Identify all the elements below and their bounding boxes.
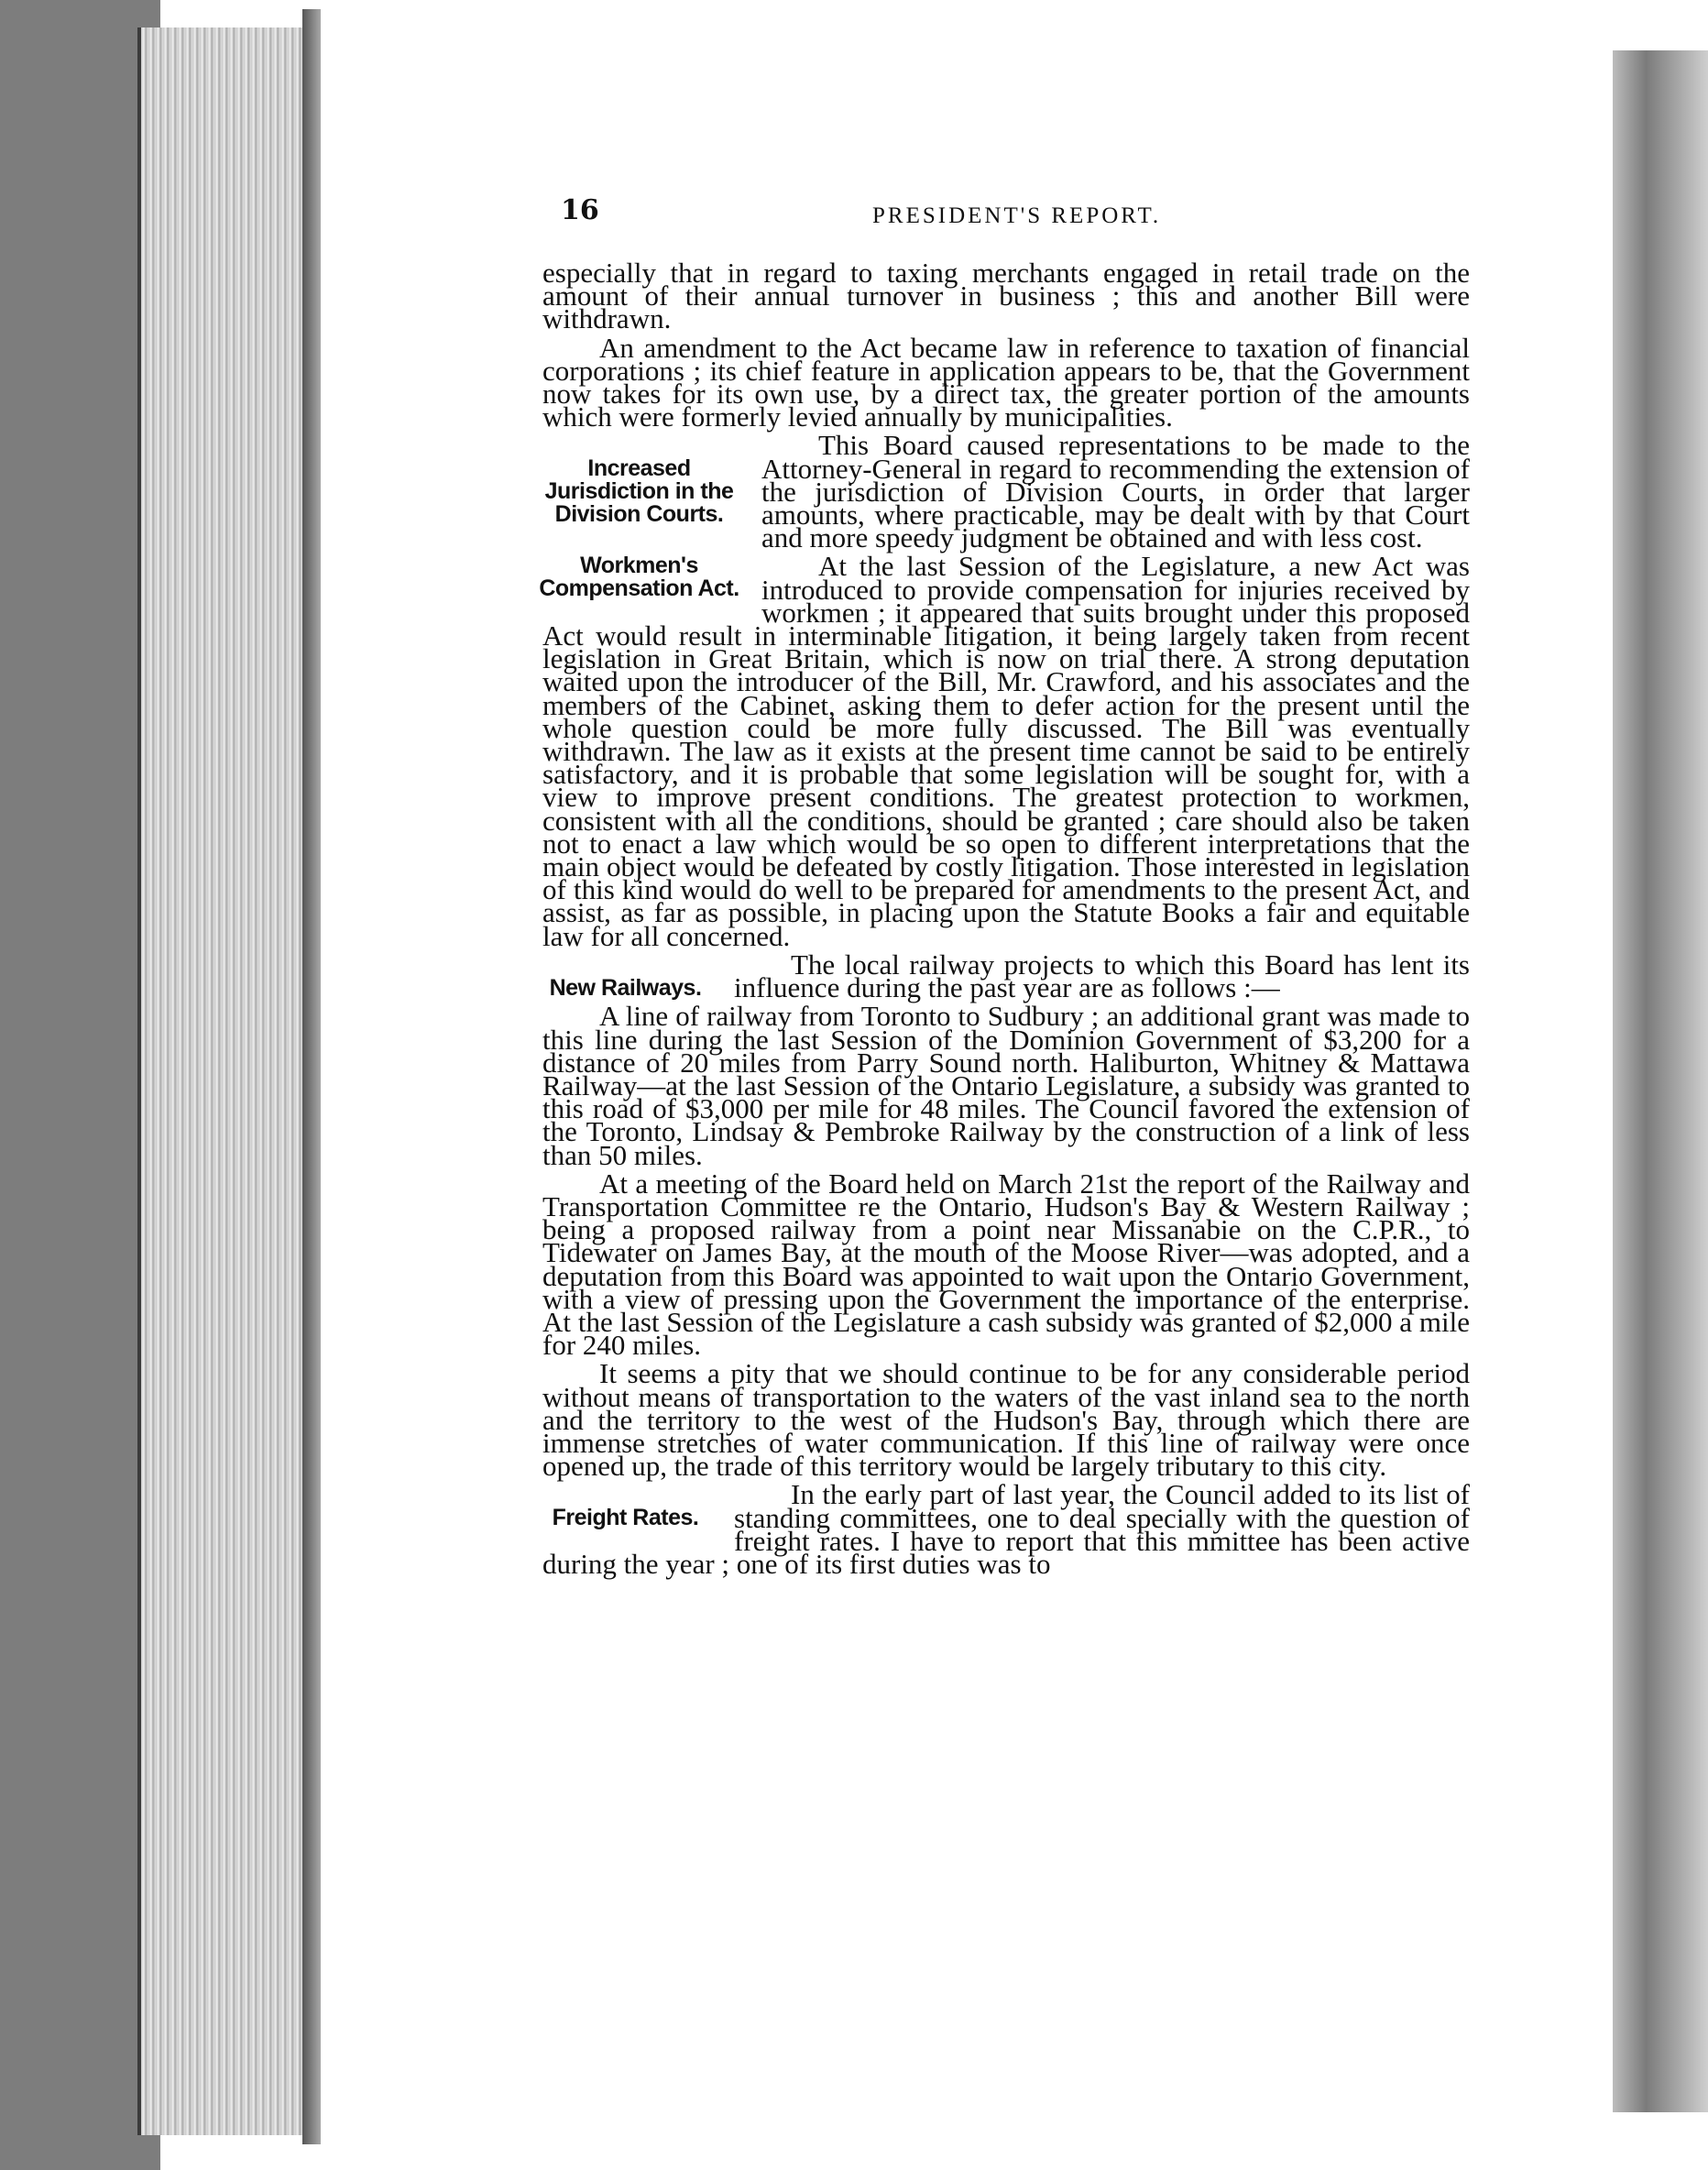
running-head: PRESIDENT'S REPORT. xyxy=(872,203,1162,228)
sidenote-freight-rates: Freight Rates. xyxy=(552,1505,699,1531)
paragraph: especially that in regard to taxing merchants engaged in retail trade on the amount of their annual turnover in business ; this and another Bill were withdrawn. xyxy=(542,257,1470,335)
paragraph: The local railway projects to which this Board has lent its influence during the past year are as follows :— xyxy=(734,948,1470,1004)
paragraph: At a meeting of the Board held on March 21st the report of the Railway and Transportation Committee re the Ontario, Hudson's Bay & Western Railway ; being a proposed railway from a point near Missanabie on the C.P.R., to Tidewater on James Bay, at the mouth of the Moose River—was adopted, and a deputation from this Board was appointed to wait upon the Ontario Government, with a view of pressing upon the Government the importance of the enterprise. At the last Session of the Legislature a cash subsidy was granted of $2,000 a mile for 240 miles. xyxy=(542,1167,1470,1362)
paragraph: At the last Session of the Legislature, a new Act was introduced to provide compensation for injuries received by workmen ; it appeared that suits brought under this proposed Act would result in interminable litigation, it being largely taken from recent legislation in Great Britain, which is now on trial there. A strong deputation waited upon the introducer of the Bill, Mr. Crawford, and his associates and the members of the Cabinet, asking them to defer action for the present until the whole question could be more fully discussed. The Bill was eventually withdrawn. The law as it exists at the present time cannot be said to be entirely satisfactory, and it is probable that some legislation will be sought for, with a view to improve present conditions. The greatest protection to workmen, consistent with all the conditions, should be granted ; care should also be taken not to enact a law which would be so open to different interpretations that the main object would be defeated by costly litigation. Those interested in legislation of this kind would do well to be prepared for amendments to the present Act, and assist, as far as possible, in placing upon the Statute Books a fair and equitable law for all concerned. xyxy=(542,550,1470,952)
body-text xyxy=(539,257,1470,1581)
sidenote-new-railways: New Railways. xyxy=(549,974,702,1001)
paragraph: An amendment to the Act became law in reference to taxation of financial corporations ; its chief feature in application appears to be, that the Government now takes for its own use, by a direct tax, the greater portion of the amounts which were formerly levied annually by municipalities. xyxy=(542,331,1470,433)
page-number: 16 xyxy=(561,194,599,226)
sidenote-workmen-compensation: Workmen's Compensation Act. xyxy=(539,553,739,602)
paragraph: In the early part of last year, the Council added to its list of standing committees, one to deal specially with the question of freight rates. I have to report that this mmittee has been active during the year ; one of its first duties was to xyxy=(542,1478,1470,1580)
page-header xyxy=(561,194,1463,240)
right-page-edge xyxy=(1613,50,1708,2112)
paragraph: A line of railway from Toronto to Sudbury ; an additional grant was made to this line during the last Session of the Dominion Government of $3,200 for a distance of 20 miles from Parry Sound north. Haliburton, Whitney & Mattawa Railway—at the last Session of the Ontario Legislature, a subsidy was granted to this road of $3,000 per mile for 48 miles. The Council favored the extension of the Toronto, Lindsay & Pembroke Railway by the construction of a link of less than 50 miles. xyxy=(542,1000,1470,1171)
sidenote-jurisdiction: Increased Jurisdiction in the Division Courts. xyxy=(544,455,734,528)
book-page-edges xyxy=(137,27,315,2135)
paragraph: It seems a pity that we should continue to be for any considerable period without means of transportation to the waters of the vast inland sea to the north and the territory to the west of the Hudson's Bay, through which there are immense stretches of water communication. If this line of railway were once opened up, the trade of this territory would be largely tributary to this city. xyxy=(542,1357,1470,1483)
paragraph: This Board caused representations to be made to the Attorney-General in regard to recommending the extension of the jurisdiction of Division Courts, in order that larger amounts, where practicable, may be dealt with by that Court and more speedy judgment be obtained and with less cost. xyxy=(761,429,1470,554)
scan-background xyxy=(0,0,160,2170)
